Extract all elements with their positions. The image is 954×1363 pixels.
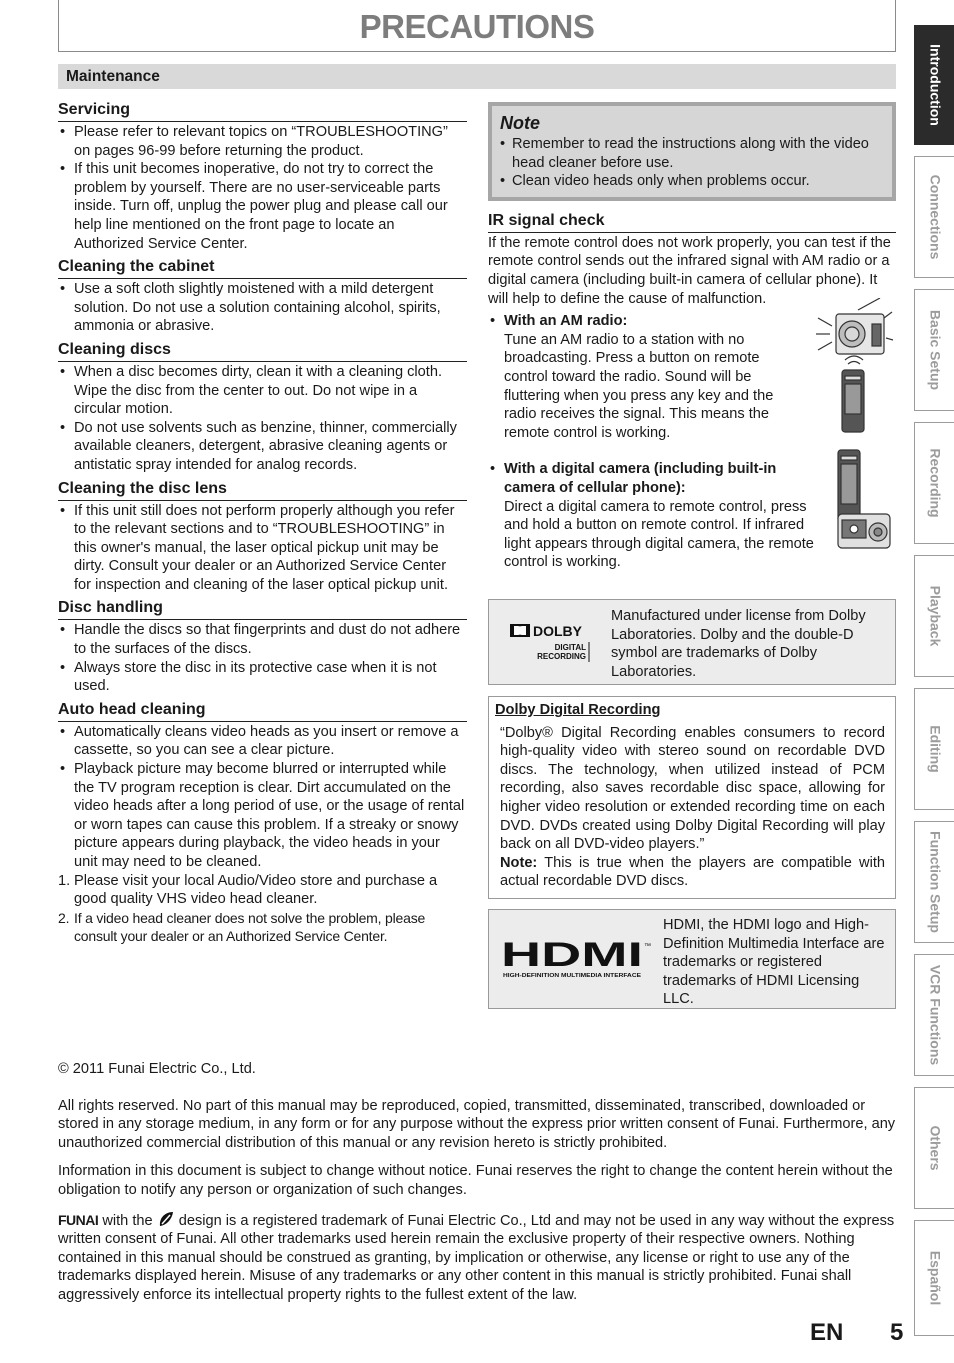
footer-paragraph: All rights reserved. No part of this manual may be reproduced, copied, transmitted, disseminated, transcribed, downloaded or stored in any storage medium, in any form or for any purpose without the express prior written consent of Funai. Furthermore, any unauthorized commercial distribution of this manual or any revision hereto is strictly prohibited. <box>58 1097 896 1151</box>
dolby-recording-text: RECORDING <box>537 652 586 661</box>
dolby-text: Manufactured under license from Dolby Laboratories. Dolby and the double-D symbol are trademarks of Dolby Laboratories. <box>611 608 866 680</box>
hdmi-logo-subtext: HIGH-DEFINITION MULTIMEDIA INTERFACE <box>503 973 642 979</box>
ddr-title: Dolby Digital Recording <box>495 702 661 718</box>
cabinet-heading: Cleaning the cabinet <box>58 257 467 279</box>
footer-paragraph: Information in this document is subject to change without notice. Funai reserves the right to change the content herein without the obligation to notify any person or organization of such changes. <box>58 1163 893 1198</box>
section-bar: Maintenance <box>58 64 896 89</box>
list-item: • Clean video heads only when problems occur. <box>500 172 884 191</box>
tab-label: Function Setup <box>926 831 943 933</box>
tab-editing[interactable] <box>914 688 954 810</box>
tab-label: Español <box>926 1250 943 1306</box>
camera-title: • With a digital camera (including built-in camera of cellular phone): <box>504 461 777 496</box>
list-item: • When a disc becomes dirty, clean it with a cleaning cloth. Wipe the disc from the center to out. Do not wipe in a circular motion. <box>58 363 467 419</box>
dolby-logo-icon <box>509 622 593 664</box>
ddr-box <box>488 696 896 899</box>
tab-vcr-functions[interactable] <box>914 954 954 1076</box>
step-number: 2. <box>58 909 70 926</box>
servicing-heading: Servicing <box>58 100 467 122</box>
footer-text: design is a registered trademark of Funai Electric Co., Ltd and may not be used in any way without the express written consent of Funai. All other trademarks used herein remain the exclusive property of their respective owners. Nothing contained in this manual should be construed as granting, by implication or otherwise, any license or right to use any of the trademarks displayed herein. Misuse of any trademarks or any other content in this manual is strictly prohibited. Funai shall aggressively enforce its intellectual property rights to the fullest extent of the law. <box>58 1212 895 1303</box>
list-item <box>488 460 828 572</box>
discs-list <box>58 363 467 475</box>
note-inner <box>492 106 892 197</box>
dolby-logo-text: DOLBY <box>533 623 582 639</box>
list-item: • Handle the discs so that fingerprints and dust do not adhere to the surfaces of the discs. <box>58 621 467 658</box>
copyright: © 2011 Funai Electric Co., Ltd. <box>58 1061 256 1077</box>
tab-introduction[interactable] <box>914 25 954 145</box>
camera-text: Direct a digital camera to remote control, press and hold a button on remote control. If infrared light appears through digital camera, the remote control is working. <box>504 498 814 571</box>
page-title: PRECAUTIONS <box>359 8 595 45</box>
tab-label: Others <box>926 1125 943 1171</box>
hdmi-logo-icon <box>501 940 659 980</box>
tab-recording[interactable] <box>914 422 954 544</box>
svg-text:™: ™ <box>644 943 651 950</box>
tab-label: Connections <box>926 174 943 260</box>
lens-list <box>58 502 467 595</box>
right-column <box>488 102 896 572</box>
tab-playback[interactable] <box>914 555 954 677</box>
step-number: 1. <box>58 872 71 889</box>
list-item <box>58 909 467 946</box>
list-item: • Automatically cleans video heads as you insert or remove a cassette, so you can see a clear picture. <box>58 723 467 760</box>
tab-label: VCR Functions <box>926 964 943 1066</box>
page-number: 5 <box>890 1319 904 1346</box>
funai-logo: FUNAI <box>58 1211 99 1228</box>
list-item: • Please refer to relevant topics on “TROUBLESHOOTING” on pages 96-99 before returning the product. <box>58 123 467 160</box>
footer-trademark-paragraph <box>58 1210 896 1305</box>
handling-heading: Disc handling <box>58 598 467 620</box>
footer-text: with the <box>98 1212 157 1229</box>
autohead-heading: Auto head cleaning <box>58 700 467 722</box>
ir-intro: If the remote control does not work properly, you can test if the remote control sends out the infrared signal with AM radio or a digital camera (including built-in camera of cellular phone). It will help to define the cause of malfunction. <box>488 234 891 307</box>
cabinet-list <box>58 280 467 336</box>
camera-illustration-icon <box>834 448 894 560</box>
radio-illustration-icon <box>814 298 894 438</box>
hdmi-box <box>488 909 896 1009</box>
title-box <box>58 0 896 52</box>
tab-label: Basic Setup <box>926 309 943 391</box>
tab-basic-setup[interactable] <box>914 289 954 411</box>
list-item: • If this unit becomes inoperative, do not try to correct the problem by yourself. There are no user-serviceable parts inside. Turn off, unplug the power plug and please call our help line mentioned on the front page to locate an Authorized Service Center. <box>58 160 467 253</box>
ir-camera <box>488 460 896 572</box>
list-item: • Do not use solvents such as benzine, thinner, commercially available cleaners, detergent, abrasive cleaning agents or antistatic spray intended for analog records. <box>58 419 467 475</box>
tab-label: Editing <box>926 725 943 773</box>
funai-leaf-icon <box>157 1210 175 1228</box>
ddr-body-text: “Dolby® Digital Recording enables consumers to record high-quality video with stereo sound on recordable DVD discs. The technology, when utilized instead of PCM recording, also saves recordable disc space, allowing for higher video resolution or extended recording time on each DVD. DVDs created using Dolby Digital Recording will play back on all DVD-video players.” <box>500 724 885 853</box>
dolby-digital-text: DIGITAL <box>554 643 586 652</box>
footer <box>58 1060 896 1315</box>
dolby-box <box>488 599 896 685</box>
list-item: • Playback picture may become blurred or interrupted while the TV program reception is clear. Dirt accumulated on the video heads after a long period of use, or the usage of rental or worn tapes can cause this problem. If a streaky or snowy picture appears during playback, the video heads in your unit may need to be cleaned. <box>58 760 467 872</box>
language-code: EN <box>810 1319 844 1346</box>
list-item: • Remember to read the instructions along with the video head cleaner before use. <box>500 135 884 172</box>
autohead-steps <box>58 872 467 946</box>
note-box <box>488 102 896 201</box>
tab-label: Playback <box>926 585 943 647</box>
ddr-note-label: Note: <box>500 854 538 871</box>
tab-espanol[interactable] <box>914 1220 954 1336</box>
ir-heading: IR signal check <box>488 211 896 233</box>
am-text: Tune an AM radio to a station with no broadcasting. Press a button on remote control toward the radio. Sound will be fluttering when you press any key and the radio receives the signal. This means the remote control is working. <box>504 331 774 441</box>
list-item: • Use a soft cloth slightly moistened with a mild detergent solution. Do not use a solution containing alcohol, spirits, ammonia or abrasive. <box>58 280 467 336</box>
lens-heading: Cleaning the disc lens <box>58 479 467 501</box>
list-item: • If this unit still does not perform properly although you refer to the relevant sections and to “TROUBLESHOOTING” in this owner's manual, the laser optical pickup unit may be dirty. Consult your dealer or an Authorized Service Center for inspection and cleaning of the laser optical pickup unit. <box>58 502 467 595</box>
tab-connections[interactable] <box>914 156 954 278</box>
autohead-list <box>58 723 467 872</box>
discs-heading: Cleaning discs <box>58 340 467 362</box>
tab-function-setup[interactable] <box>914 821 954 943</box>
hdmi-text: HDMI, the HDMI logo and High-Definition Multimedia Interface are trademarks or registered trademarks of HDMI Licensing LLC. <box>663 917 885 1008</box>
step-text: If a video head cleaner does not solve the problem, please consult your dealer or an Authorized Service Center. <box>74 909 426 945</box>
note-title: Note <box>500 113 540 133</box>
ddr-note-text: This is true when the players are compatible with actual recordable DVD discs. <box>500 854 885 890</box>
am-title: • With an AM radio: <box>504 313 628 330</box>
tab-label: Introduction <box>926 44 943 126</box>
note-list <box>500 135 884 191</box>
hdmi-logo-text: HDMI <box>501 940 643 974</box>
list-item: • Always store the disc in its protective case when it is not used. <box>58 659 467 696</box>
handling-list <box>58 621 467 695</box>
list-item <box>58 872 467 909</box>
tab-others[interactable] <box>914 1087 954 1209</box>
step-text: Please visit your local Audio/Video store and purchase a good quality VHS video head cleaner. <box>74 872 438 908</box>
ddr-body <box>495 724 885 891</box>
ir-am <box>488 312 896 442</box>
list-item <box>488 312 804 442</box>
servicing-list <box>58 123 467 253</box>
left-column <box>58 100 467 946</box>
tab-label: Recording <box>926 448 943 518</box>
